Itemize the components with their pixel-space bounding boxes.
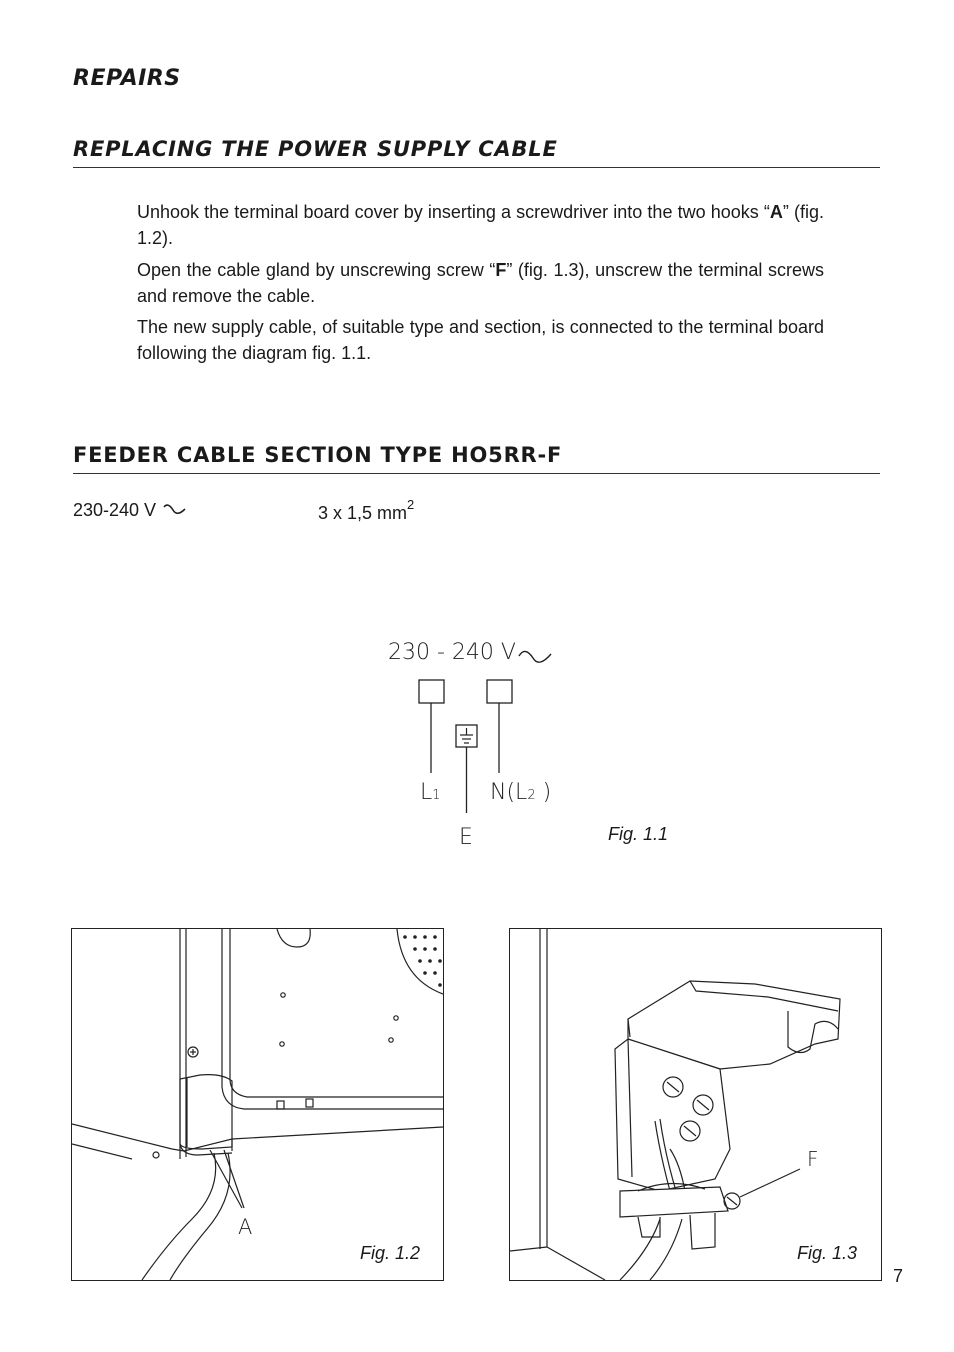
fig12-caption: Fig. 1.2 — [360, 1243, 421, 1263]
feeder-section-sup: 2 — [407, 497, 415, 512]
figure-1-3 — [509, 928, 882, 1281]
paragraph-2-text-end: ” (fig. 1.3), unscrew the terminal screws and remove the cable. — [137, 260, 824, 306]
label-n-sub: 2 — [527, 788, 536, 803]
fig11-voltage — [388, 640, 516, 665]
label-l1 — [420, 780, 441, 805]
ground-icon — [460, 728, 473, 743]
page-number: 7 — [893, 1266, 904, 1286]
paragraph-1-text: Unhook the terminal board cover by inserting a screwdriver into the two hooks “ — [137, 202, 770, 222]
paragraph-2-text: Open the cable gland by unscrewing screw “ — [137, 260, 496, 280]
label-n-paren: (L — [506, 780, 528, 805]
paragraph-3 — [137, 314, 824, 366]
fig11-voltage-text: 230 - 240 V — [388, 640, 516, 665]
feeder-section-text: 3 x 1,5 mm — [318, 503, 408, 523]
section-title: REPAIRS — [73, 66, 181, 91]
feeder-voltage — [73, 500, 189, 521]
paragraph-2-bold: F — [495, 260, 507, 280]
feeder-section — [318, 497, 415, 524]
heading-rule — [73, 473, 880, 474]
paragraph-3-text: The new supply cable, of suitable type and section, is connected to the terminal board following the diagram fig. 1.1. — [137, 317, 824, 363]
label-l1-sub: 1 — [432, 788, 441, 803]
ac-symbol-icon — [161, 503, 189, 517]
paragraph-1-bold: A — [769, 202, 783, 222]
ac-symbol-icon — [515, 644, 555, 668]
heading-rule — [73, 167, 880, 168]
paragraph-1 — [137, 199, 824, 251]
label-neutral — [490, 780, 551, 805]
fig13-caption: Fig. 1.3 — [797, 1243, 858, 1263]
terminal-l1-box — [419, 680, 444, 703]
replacing-heading: REPLACING THE POWER SUPPLY CABLE — [73, 137, 558, 161]
feeder-voltage-text: 230-240 V — [73, 500, 157, 520]
oven-terminal-illustration — [72, 929, 443, 1280]
figure-1-2 — [71, 928, 444, 1281]
cable-gland-illustration — [510, 929, 881, 1280]
label-n-paren-close: ) — [535, 780, 552, 805]
terminal-n-box — [487, 680, 512, 703]
label-a: A — [238, 1215, 253, 1239]
feeder-heading: FEEDER CABLE SECTION TYPE HO5RR-F — [73, 443, 563, 467]
paragraph-1-text-end: ” (fig. 1.2). — [137, 202, 824, 248]
label-n-text: N — [490, 780, 507, 805]
label-l1-text: L — [420, 780, 433, 805]
paragraph-2 — [137, 257, 824, 309]
label-f: F — [807, 1147, 819, 1171]
fig11-caption: Fig. 1.1 — [608, 824, 669, 844]
label-earth: E — [459, 825, 473, 850]
